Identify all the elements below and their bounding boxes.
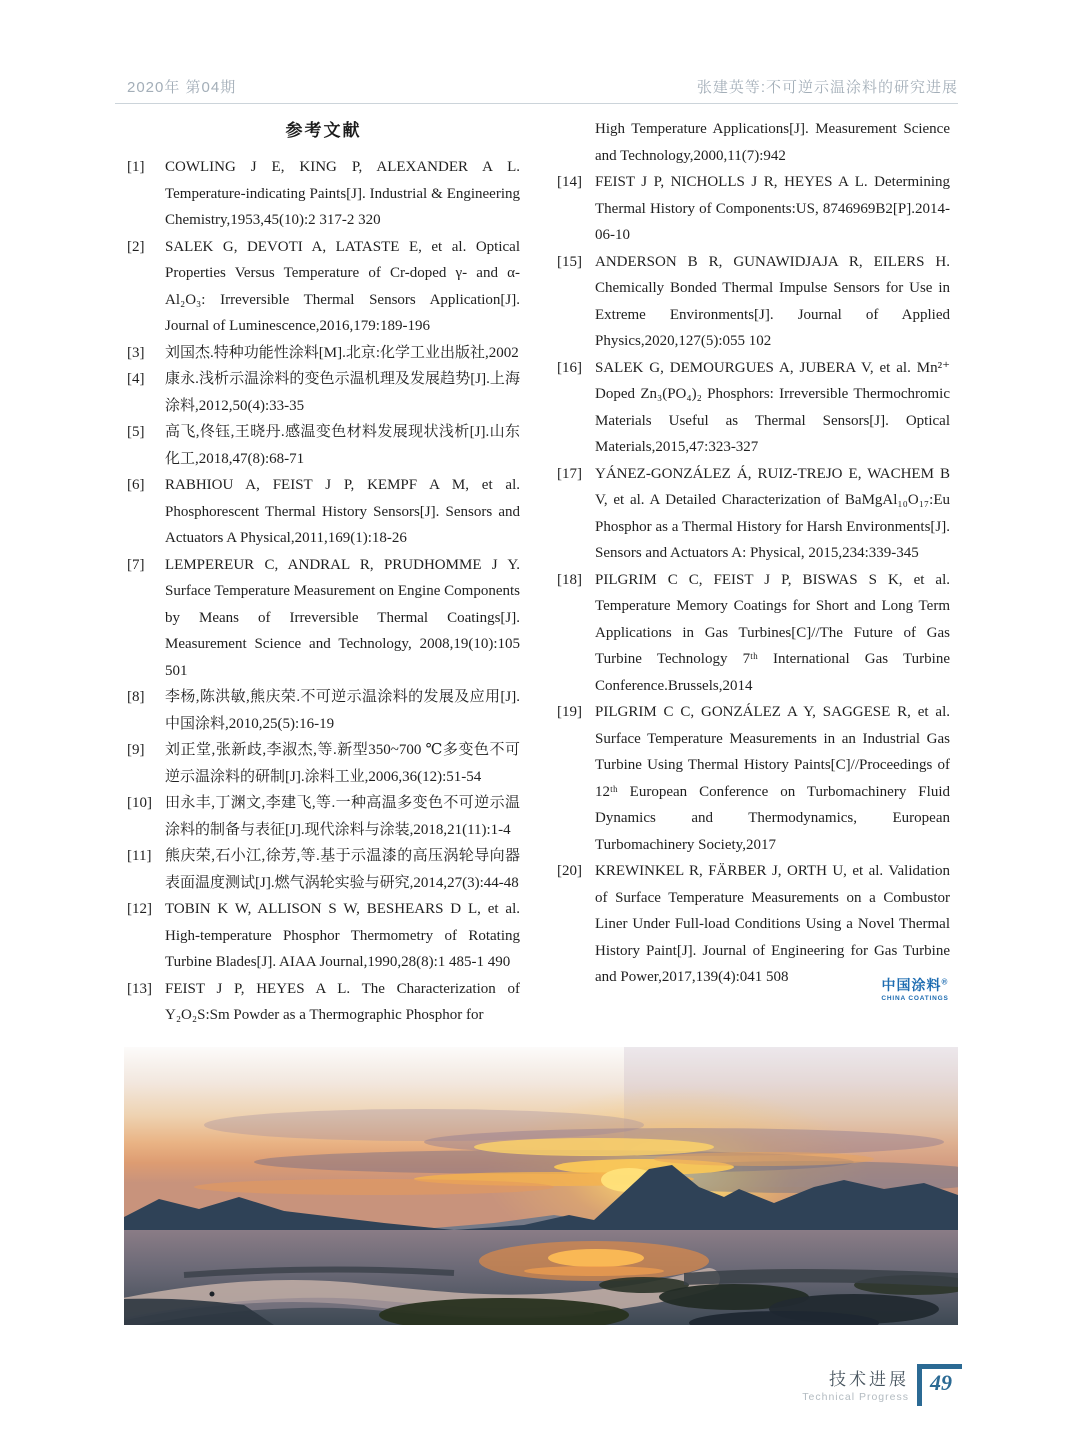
reference-number: [15] <box>557 253 582 270</box>
reference-text: 高飞,佟钰,王晓丹.感温变色材料发展现状浅析[J].山东化工,2018,47(8):68-71 <box>165 424 520 467</box>
reference-text: COWLING J E, KING P, ALEXANDER A L. Temperature-indicating Paints[J]. Industrial & Engineering Chemistry,1953,45(10):2 317-2 320 <box>165 159 520 228</box>
china-coatings-logo <box>879 978 951 1003</box>
reference-number: [16] <box>557 359 582 376</box>
reference-item <box>127 340 520 367</box>
references-right-list <box>557 116 950 991</box>
reference-item <box>557 116 950 169</box>
reference-item <box>127 737 520 790</box>
reference-number: [14] <box>557 174 582 190</box>
reference-text: FEIST J P, NICHOLLS J R, HEYES A L. Determining Thermal History of Components:US, 8746969B2[P].2014-06-10 <box>595 174 950 243</box>
reference-text: 刘国杰.特种功能性涂料[M].北京:化学工业出版社,2002 <box>165 344 519 361</box>
reference-item <box>127 472 520 552</box>
reference-number: [11] <box>127 848 152 864</box>
reference-text: 熊庆荣,石小江,徐芳,等.基于示温漆的高压涡轮导向器表面温度测试[J].燃气涡轮实验与研究,2014,27(3):44-48 <box>165 848 520 891</box>
references-section <box>127 116 951 1029</box>
reference-item <box>127 234 520 340</box>
reference-item <box>557 461 950 567</box>
reference-text: PILGRIM C C, FEIST J P, BISWAS S K, et al. Temperature Memory Coatings for Short and Long Term Applications in Gas Turbines[C]//The Future of Gas Turbine Technology 7ᵗʰ International Gas Turbine Conference.Brussels,2014 <box>595 571 950 694</box>
registered-mark: ® <box>941 977 949 987</box>
reference-number: [18] <box>557 571 582 588</box>
reference-item <box>127 366 520 419</box>
reference-text: High Temperature Applications[J]. Measurement Science and Technology,2000,11(7):942 <box>595 121 950 164</box>
reference-item <box>127 154 520 234</box>
reference-item <box>127 790 520 843</box>
reference-item <box>557 249 950 355</box>
reference-text: 田永丰,丁渊文,李建飞,等.一种高温多变色不可逆示温涂料的制备与表征[J].现代涂料与涂装,2018,21(11):1-4 <box>165 795 520 838</box>
page-footer <box>802 1362 962 1406</box>
reference-text: RABHIOU A, FEIST J P, KEMPF A M, et al. Phosphorescent Thermal History Sensors[J]. Sensors and Actuators A Physical,2011,169(1):18-26 <box>165 477 520 546</box>
reference-text: FEIST J P, HEYES A L. The Characterization of Y₂O₂S:Sm Powder as a Thermographic Phosphor for <box>165 980 520 1023</box>
reference-number: [2] <box>127 238 145 255</box>
reference-number: [17] <box>557 465 582 482</box>
reference-item <box>127 896 520 976</box>
reference-number: [7] <box>127 556 145 573</box>
reference-number: [3] <box>127 344 145 361</box>
reference-item <box>557 858 950 991</box>
reference-text: SALEK G, DEMOURGUES A, JUBERA V, et al. Mn²⁺ Doped Zn₃(PO₄)₂ Phosphors: Irreversible Thermochromic Materials Useful as Thermal Sensors[J]. Optical Materials,2015,47:323-327 <box>595 359 950 455</box>
reference-text: KREWINKEL R, FÄRBER J, ORTH U, et al. Validation of Surface Temperature Measurements on a Combustor Liner Under Full-load Conditions Using a Novel Thermal History Paint[J]. Journal of Engineering for Gas Turbine and Power,2017,139(4):041 508 <box>595 863 950 985</box>
reference-number: [19] <box>557 704 582 720</box>
reference-item <box>557 699 950 858</box>
china-coatings-logo-cn: 中国涂料® <box>881 977 949 993</box>
page-number: 49 <box>930 1370 952 1395</box>
footer-section-en: Technical Progress <box>802 1391 909 1403</box>
reference-text: PILGRIM C C, GONZÁLEZ A Y, SAGGESE R, et al. Surface Temperature Measurements in an Industrial Gas Turbine Using Thermal History Paints[C]//Proceedings of 12ᵗʰ European Conference on Turbomachinery Fluid Dynamics and Thermodynamics, European Turbomachinery Society,2017 <box>595 704 950 853</box>
reference-text: TOBIN K W, ALLISON S W, BESHEARS D L, et al. High-temperature Phosphor Thermometry of Rotating Turbine Blades[J]. AIAA Journal,1990,28(8):1 485-1 490 <box>165 901 520 970</box>
reference-number: [5] <box>127 424 145 440</box>
reference-item <box>127 976 520 1029</box>
header-issue: 2020年 第04期 <box>127 79 237 96</box>
reference-item <box>127 419 520 472</box>
sunset-landscape-photo <box>124 1047 958 1325</box>
reference-text: 康永.浅析示温涂料的变色示温机理及发展趋势[J].上海涂料,2012,50(4):33-35 <box>165 371 520 414</box>
reference-number: [1] <box>127 159 145 175</box>
page-number-bracket <box>917 1364 962 1406</box>
reference-number: [9] <box>127 742 145 758</box>
reference-text: LEMPEREUR C, ANDRAL R, PRUDHOMME J Y. Surface Temperature Measurement on Engine Components by Means of Irreversible Thermal Coatings[J]. Measurement Science and Technology, 2008,19(10):105 501 <box>165 556 520 679</box>
reference-number: [8] <box>127 689 145 705</box>
references-left-list <box>127 154 520 1029</box>
reference-text: ANDERSON B R, GUNAWIDJAJA R, EILERS H. Chemically Bonded Thermal Impulse Sensors for Use in Extreme Environments[J]. Journal of Applied Physics,2020,127(5):055 102 <box>595 253 950 349</box>
header-rule <box>115 103 958 104</box>
reference-item <box>127 684 520 737</box>
reference-item <box>127 843 520 896</box>
reference-number: [13] <box>127 980 152 997</box>
sunset-photo-graphic <box>124 1047 958 1325</box>
reference-item <box>127 552 520 685</box>
footer-section-label <box>802 1362 909 1403</box>
references-left-column <box>127 116 520 1029</box>
reference-number: [10] <box>127 795 152 811</box>
reference-item <box>557 567 950 700</box>
references-heading: 参考文献 <box>285 121 362 140</box>
reference-text: SALEK G, DEVOTI A, LATASTE E, et al. Optical Properties Versus Temperature of Cr-doped γ- and α-Al₂O₃: Irreversible Thermal Sensors Application[J]. Journal of Luminescence,2016,179:189-196 <box>165 238 520 334</box>
china-coatings-logo-en: CHINA COATINGS <box>881 995 949 1003</box>
reference-number: [20] <box>557 863 582 879</box>
page-header <box>127 76 958 97</box>
reference-number: [12] <box>127 901 152 917</box>
reference-item <box>557 355 950 461</box>
reference-number: [4] <box>127 371 145 387</box>
reference-item <box>557 169 950 249</box>
reference-text: 刘正堂,张新歧,李淑杰,等.新型350~700 ℃多变色不可逆示温涂料的研制[J].涂料工业,2006,36(12):51-54 <box>165 742 520 785</box>
reference-text: 李杨,陈洪敏,熊庆荣.不可逆示温涂料的发展及应用[J].中国涂料,2010,25(5):16-19 <box>165 689 520 732</box>
references-right-column <box>557 116 950 1029</box>
footer-section-cn: 技术进展 <box>829 1370 909 1389</box>
header-running-title: 张建英等:不可逆示温涂料的研究进展 <box>696 79 958 96</box>
reference-number: [6] <box>127 477 145 493</box>
reference-text: YÁNEZ-GONZÁLEZ Á, RUIZ-TREJO E, WACHEM B V, et al. A Detailed Characterization of BaMgAl₁₀O₁₇:Eu Phosphor as a Thermal History for Harsh Environments[J]. Sensors and Actuators A: Physical, 2015,234:339-345 <box>595 465 950 561</box>
